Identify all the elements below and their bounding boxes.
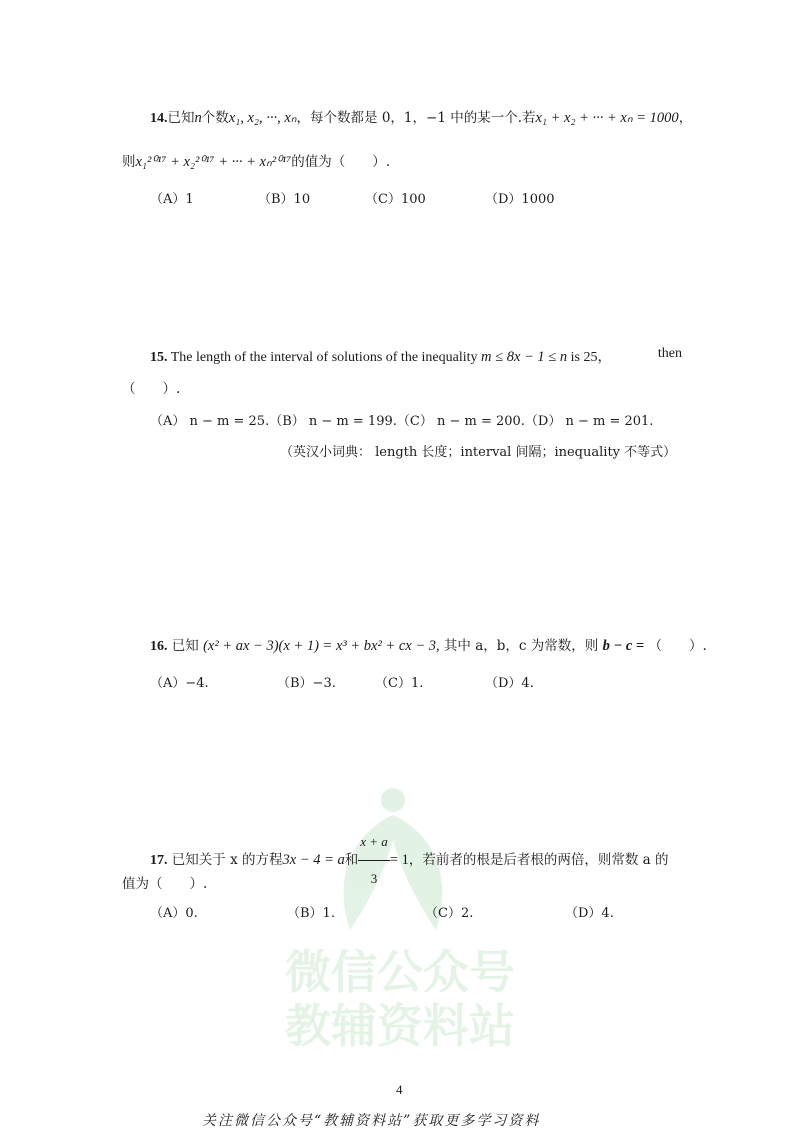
q17-equation2-rhs: = 1 bbox=[389, 852, 409, 868]
q14-line1-post: ，每个数都是 0，1，−1 中的某一个.若 bbox=[296, 110, 536, 126]
q15-option-d: （D） n − m = 201. bbox=[524, 414, 654, 429]
q17-equation1: 3x − 4 = a bbox=[282, 852, 345, 868]
q17-post: ，若前者的根是后者根的两倍，则常数 a 的 bbox=[408, 852, 669, 868]
q15-number: 15. bbox=[150, 350, 168, 365]
q15-option-c: （C） n − m = 200. bbox=[396, 414, 525, 429]
q15-option-b: （B） n − m = 199. bbox=[269, 414, 397, 429]
q17-pre: 已知关于 x 的方程 bbox=[171, 852, 283, 868]
q16-option-c: （C）1. bbox=[375, 676, 424, 691]
q15-line1-end: then bbox=[657, 346, 682, 361]
q16-ask: b − c = bbox=[602, 638, 645, 654]
q17-fraction bbox=[358, 824, 390, 897]
watermark-line1: 微信公众号 bbox=[285, 945, 515, 999]
q16-number: 16. bbox=[150, 639, 168, 654]
q14-n: n bbox=[194, 110, 202, 126]
q17-option-d: （D）4. bbox=[565, 906, 614, 921]
q15-line1-post: is 25， bbox=[570, 350, 612, 365]
q14-line1 bbox=[150, 106, 692, 127]
page-number: 4 bbox=[396, 1082, 403, 1097]
q16-post: （ ）. bbox=[648, 638, 707, 654]
q14-line2 bbox=[122, 150, 390, 171]
q15-inequality: m ≤ 8x − 1 ≤ n bbox=[481, 349, 568, 365]
q15-line1 bbox=[150, 346, 682, 366]
q14-line2-pre: 则 bbox=[122, 154, 136, 170]
q14-equation: x₁ + x₂ + ··· + xₙ = 1000 bbox=[535, 110, 679, 126]
q17-option-a: （A）0. bbox=[150, 906, 198, 921]
q14-option-a: （A）1 bbox=[150, 192, 194, 207]
q16-mid: 其中 a，b，c 为常数，则 bbox=[443, 638, 599, 654]
q17-option-b: （B）1. bbox=[287, 906, 335, 921]
watermark-line2: 教辅资料站 bbox=[285, 999, 515, 1053]
q14-line2-post: 的值为（ ）. bbox=[291, 154, 391, 170]
q15-line1-pre: The length of the interval of solutions of the inequality bbox=[170, 350, 478, 365]
footer-note: 关注微信公众号“教辅资料站”获取更多学习资料 bbox=[202, 1113, 541, 1129]
q16-option-b: （B）−3. bbox=[277, 676, 336, 691]
q15-glossary: （英汉小词典： length 长度；interval 间隔；inequality 不等式） bbox=[280, 445, 677, 460]
q14-line1-end: ， bbox=[678, 110, 693, 126]
q17-option-c: （C）2. bbox=[425, 906, 474, 921]
q16-option-a: （A）−4. bbox=[150, 676, 209, 691]
q14-expression: x₁²⁰¹⁷ + x₂²⁰¹⁷ + ··· + xₙ²⁰¹⁷ bbox=[135, 154, 292, 170]
q17-number: 17. bbox=[150, 853, 168, 868]
q14-option-d: （D）1000 bbox=[485, 192, 555, 207]
q16-line1 bbox=[150, 634, 707, 655]
q16-pre: 已知 bbox=[171, 638, 199, 654]
watermark-logo-head bbox=[381, 788, 405, 812]
q17-fraction-numerator: x + a bbox=[358, 824, 390, 861]
q16-option-d: （D）4. bbox=[485, 676, 534, 691]
q14-option-b: （B）10 bbox=[258, 192, 311, 207]
q17-and: 和 bbox=[344, 852, 359, 868]
q17-line1 bbox=[150, 824, 669, 897]
q15-line2: （ ）. bbox=[122, 381, 181, 397]
q16-expression: (x² + ax − 3)(x + 1) = x³ + bx² + cx − 3, bbox=[203, 638, 440, 654]
q15-options bbox=[150, 410, 653, 429]
q14-number: 14. bbox=[150, 111, 168, 126]
q14-line1-mid: 个数 bbox=[201, 110, 229, 126]
q15-option-a: （A） n − m = 25. bbox=[150, 414, 270, 429]
q17-fraction-denominator: 3 bbox=[370, 871, 378, 886]
q14-sequence: x₁, x₂, ···, xₙ bbox=[228, 110, 297, 126]
q17-line2: 值为（ ）. bbox=[122, 876, 208, 892]
q14-option-c: （C）100 bbox=[365, 192, 426, 207]
q14-line1-pre: 已知 bbox=[167, 110, 195, 126]
